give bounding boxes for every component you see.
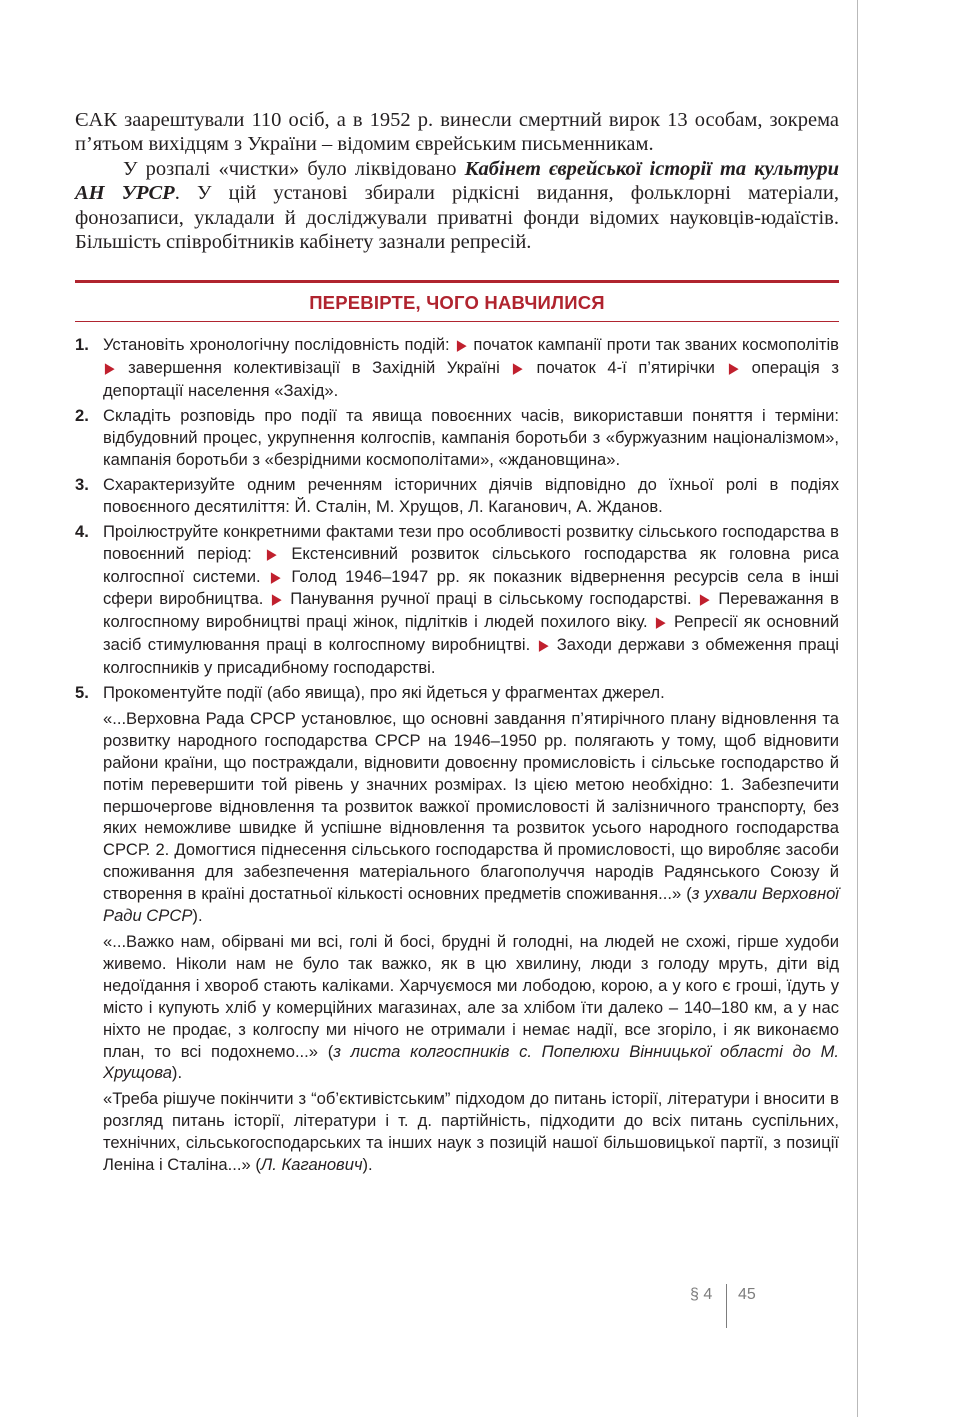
- question-number: 4.: [75, 521, 89, 541]
- arrow-icon: ▶: [271, 591, 282, 609]
- arrow-icon: ▶: [655, 614, 666, 632]
- intro-p2-start: У розпалі «чистки» було ліквідовано: [123, 157, 465, 180]
- list-item: початок 4-ї п’ятирічки: [536, 358, 715, 378]
- list-item: Заходи держави з обмеження праці колгоспників у присадибному господарстві.: [103, 635, 839, 678]
- section-bottom-rule: [75, 321, 839, 322]
- page-number: 45: [738, 1286, 756, 1303]
- quote-source: Л. Каганович: [260, 1155, 363, 1175]
- list-item: Репресії як основний засіб стимулювання праці в колгоспному виробництві.: [103, 612, 839, 655]
- question-lead: Проілюструйте конкретними фактами тези про особливості розвитку сільського господарства в повоєнний період:: [103, 521, 839, 563]
- section-title: ПЕРЕВІРТЕ, ЧОГО НАВЧИЛИСЯ: [309, 292, 605, 314]
- arrow-icon: ▶: [266, 545, 277, 563]
- quote-text: «Треба рішуче покінчити з “об’єктивістським” підходом до питань історії, літератури і вносити в розгляд питань історії, літератури і т. д. партійність, підходити до всіх питань суспільних, технічних, сільськогосподарських та інших наук з позицій нашої більшовицької партії, з позиції Леніна і Сталіна...» (: [103, 1089, 839, 1175]
- quote-end: ).: [171, 1063, 183, 1083]
- list-item: завершення колективізації в Західній Україні: [128, 358, 500, 378]
- source-quote-2: [103, 931, 839, 1084]
- questions-list: [75, 334, 839, 1176]
- source-quote-1: [103, 708, 839, 927]
- list-item: Екстенсивний розвиток сільського господарства як головна риса колгоспної системи.: [103, 543, 839, 586]
- page-edge-line: [857, 0, 858, 1417]
- quote-end: ).: [362, 1155, 373, 1175]
- quote-text: «...Важко нам, обірвані ми всі, голі й босі, брудні й голодні, на людей не схожі, гірше худоби живемо. Ніколи нам не було так важко, як в цю хвилину, люди з голоду мруть, діти від недоїдання і хвороб стають каліками. Харчуємося ми лободою, корою, а у кого є гроші, їдуть у місто і купують хліб у комерційних магазинах, але за хлібом їти далеко – 140–180 км, а у нас ніхто не продає, з колгоспу ми нічого не отримали і немає надії, все згоріло, і як виконаємо план, то всі подохнемо...» (: [103, 932, 839, 1061]
- list-item: Панування ручної праці в сільському господарстві.: [290, 589, 692, 609]
- quote-source: з ухвали Верховної Ради СРСР: [103, 884, 839, 926]
- question-lead: Установіть хронологічну послідовність подій:: [103, 335, 450, 355]
- arrow-icon: ▶: [104, 360, 115, 378]
- question-number: 3.: [75, 474, 89, 494]
- question-5: [75, 682, 839, 1176]
- question-text: Складіть розповідь про події та явища повоєнних часів, використавши поняття і терміни: відбудовний процес, укрупнення колгоспів, кампанія боротьби з «буржуазним націоналізмом», кампанія боротьби з «безрідними космополітами», «ждановщина».: [103, 406, 839, 469]
- question-number: 5.: [75, 683, 89, 703]
- arrow-icon: ▶: [513, 360, 524, 378]
- quote-end: ).: [192, 906, 203, 926]
- intro-text: [75, 108, 839, 254]
- question-text: Прокоментуйте події (або явища), про які йдеться у фрагментах джерел.: [103, 683, 665, 703]
- question-4: [75, 521, 839, 679]
- question-number: 2.: [75, 406, 89, 426]
- intro-p2-end: . У цій установі збирали рідкісні видання, фольклорні матеріали, фонозаписи, укладали й досліджували приватні фонди відомих науковців-юдаїстів. Більшість співробітників кабінету зазнали репресій.: [75, 182, 840, 254]
- arrow-icon: ▶: [728, 360, 739, 378]
- arrow-icon: ▶: [538, 637, 549, 655]
- quote-text: «...Верховна Рада СРСР установлює, що основні завдання п’ятирічного плану відновлення та розвитку народного господарства СРСР на 1946–1950 рр. полягають у тому, щоб відновити райони країни, що постраждали, відновити довоєнну промисловість і сільське господарство й потім перевершити той рівень у значних розмірах. Із цією метою необхідно: 1. Забезпечити першочергове відновлення та розвиток важкої промисловості й залізничного транспорту, без яких неможливе швидке й успішне відновлення та розвиток усього народного господарства СРСР. 2. Домогтися піднесення сільського господарства й промисловості, що виробляє засоби споживання для забезпечення матеріального благополуччя народів Радянського Союзу й створення в країні достатньої кількості основних предметів споживання...» (: [103, 708, 839, 904]
- intro-paragraph-2: [75, 157, 839, 255]
- quote-source: з листа колгоспників с. Попелюхи Вінницької області до М. Хрущова: [103, 1041, 839, 1083]
- question-3: [75, 474, 839, 518]
- list-item: Переважання в колгоспному виробництві праці жінок, підлітків і людей похилого віку.: [103, 589, 839, 632]
- page-content: [75, 108, 839, 1179]
- arrow-icon: ▶: [271, 568, 281, 586]
- section-top-rule: [75, 280, 839, 283]
- question-number: 1.: [75, 335, 89, 355]
- list-item: операція з депортації населення «Захід».: [103, 358, 839, 401]
- list-item: Голод 1946–1947 рр. як показник відвернення ресурсів села в інші сфери виробництва.: [103, 566, 839, 609]
- section-marker: § 4: [690, 1286, 713, 1303]
- question-2: [75, 405, 839, 471]
- source-quote-3: [103, 1088, 839, 1176]
- question-1: [75, 334, 839, 402]
- question-text: Схарактеризуйте одним реченням історичних діячів відповідно до їхньої ролі в подіях повоєнного десятиліття: Й. Сталін, М. Хрущов, Л. Каганович, А. Жданов.: [103, 474, 839, 516]
- cabinet-name: Кабінет єврейської історії та культури АН УРСР: [75, 157, 839, 205]
- footer-divider: [726, 1284, 727, 1328]
- list-item: початок кампанії проти так званих космополітів: [473, 335, 839, 355]
- arrow-icon: ▶: [456, 337, 467, 355]
- arrow-icon: ▶: [700, 591, 710, 609]
- intro-paragraph-1: ЄАК заарештували 110 осіб, а в 1952 р. винесли смертний вирок 13 особам, зокрема п’ятьом вихідцям з України – відомим єврейським письменникам.: [75, 109, 839, 156]
